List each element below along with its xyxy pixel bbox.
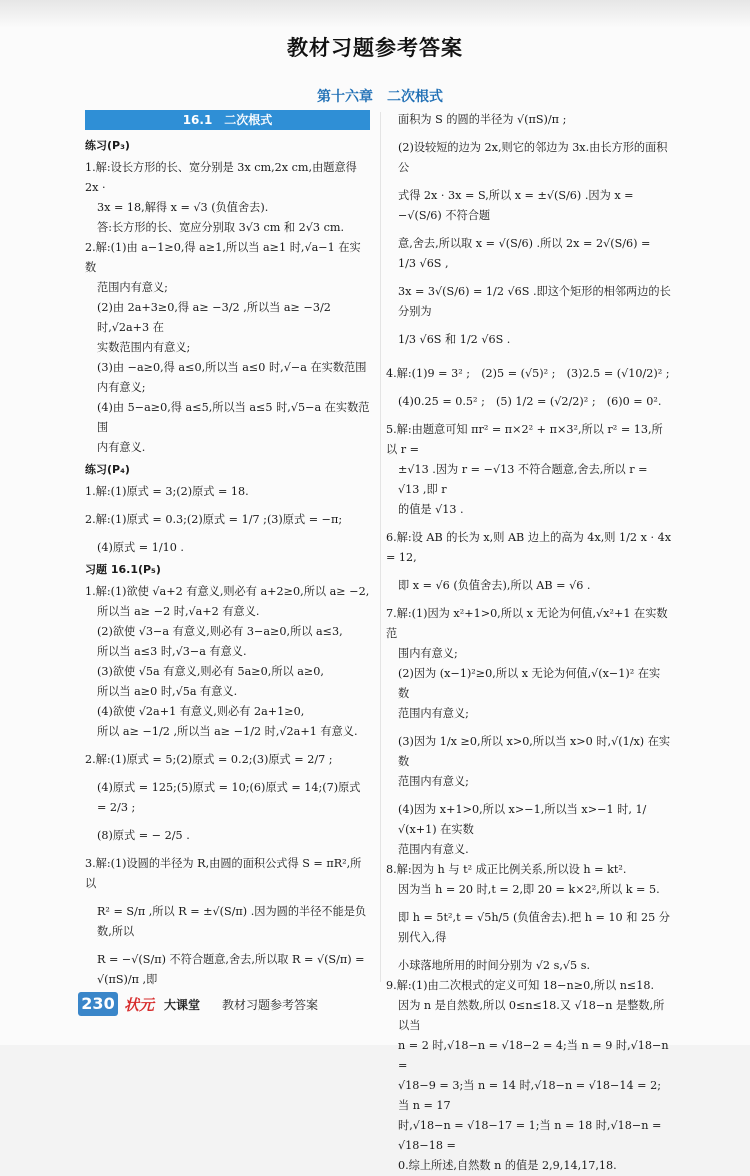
exercise-heading-3: 习题 16.1(P₅)	[85, 563, 161, 576]
answer-line: 1/3 √6S 和 1/2 √6S .	[398, 333, 511, 346]
answer-line: 8.解:因为 h 与 t² 成正比例关系,所以设 h = kt².	[386, 863, 627, 876]
answer-line: (2)设较短的边为 2x,则它的邻边为 3x.由长方形的面积公	[398, 141, 668, 174]
answer-line: 3x = 18,解得 x = √3 (负值舍去).	[97, 201, 269, 214]
answer-line: 范围内有意义;	[398, 707, 469, 720]
answer-line: 3.解:(1)设圆的半径为 R,由圆的面积公式得 S = πR²,所以	[85, 857, 362, 890]
answer-line: 1.解:设长方形的长、宽分别是 3x cm,2x cm,由题意得 2x ·	[85, 161, 357, 194]
answer-line: 6.解:设 AB 的长为 x,则 AB 边上的高为 4x,则 1/2 x · 4x = 12,	[386, 531, 672, 564]
answer-line: R = −√(S/π) 不符合题意,舍去,所以取 R = √(S/π) = √(πS)/π ,即	[97, 953, 365, 986]
answer-line: (4)由 5−a≥0,得 a≤5,所以当 a≤5 时,√5−a 在实数范围	[97, 401, 370, 434]
column-divider	[380, 112, 381, 982]
answer-line: (2)因为 (x−1)²≥0,所以 x 无论为何值,√(x−1)² 在实数	[398, 667, 661, 700]
answer-line: (4)因为 x+1>0,所以 x>−1,所以当 x>−1 时, 1/√(x+1) 在实数	[398, 803, 647, 836]
exercise-heading-2: 练习(P₄)	[85, 463, 130, 476]
answer-line: n = 2 时,√18−n = √18−2 = 4;当 n = 9 时,√18−n =	[398, 1039, 669, 1072]
answer-line: 因为 n 是自然数,所以 0≤n≤18.又 √18−n 是整数,所以当	[398, 999, 665, 1032]
answer-line: (3)欲使 √5a 有意义,则必有 5a≥0,所以 a≥0,	[97, 665, 324, 678]
footer-text: 教材习题参考答案	[222, 998, 319, 1012]
answer-line: 答:长方形的长、宽应分别取 3√3 cm 和 2√3 cm.	[97, 221, 345, 234]
section-bar: 16.1 二次根式	[85, 110, 370, 130]
answer-line: √18−9 = 3;当 n = 14 时,√18−n = √18−14 = 2;当 n = 17	[398, 1079, 661, 1112]
answer-line: 1.解:(1)欲使 √a+2 有意义,则必有 a+2≥0,所以 a≥ −2,	[85, 585, 370, 598]
answer-line: 7.解:(1)因为 x²+1>0,所以 x 无论为何值,√x²+1 在实数范	[386, 607, 668, 640]
exercise-heading-1: 练习(P₃)	[85, 139, 130, 152]
answer-line: 所以 a≥ −1/2 ,所以当 a≥ −1/2 时,√2a+1 有意义.	[97, 725, 358, 738]
answer-line: ±√13 .因为 r = −√13 不符合题意,舍去,所以 r = √13 ,即 r	[398, 463, 648, 496]
answer-line: (3)由 −a≥0,得 a≤0,所以当 a≤0 时,√−a 在实数范围内有意义;	[97, 361, 367, 394]
answer-line: 范围内有意义.	[398, 843, 469, 856]
answer-line: 即 x = √6 (负值舍去),所以 AB = √6 .	[398, 579, 591, 592]
answer-line: (2)欲使 √3−a 有意义,则必有 3−a≥0,所以 a≤3,	[97, 625, 343, 638]
answer-line: 范围内有意义;	[398, 775, 469, 788]
answer-line: 2.解:(1)原式 = 5;(2)原式 = 0.2;(3)原式 = 2/7 ;	[85, 753, 333, 766]
answer-line: 1.解:(1)原式 = 3;(2)原式 = 18.	[85, 485, 249, 498]
answer-line: 意,舍去,所以取 x = √(S/6) .所以 2x = 2√(S/6) = 1/3 √6S ,	[398, 237, 651, 270]
answer-line: (4)欲使 √2a+1 有意义,则必有 2a+1≥0,	[97, 705, 305, 718]
answer-line: 所以当 a≥ −2 时,√a+2 有意义.	[97, 605, 260, 618]
answer-line: (8)原式 = − 2/5 .	[97, 829, 190, 842]
answer-line: 内有意义.	[97, 441, 146, 454]
top-shadow	[0, 0, 750, 28]
answer-line: 3x = 3√(S/6) = 1/2 √6S .即这个矩形的相邻两边的长分别为	[398, 285, 671, 318]
answer-line: 2.解:(1)由 a−1≥0,得 a≥1,所以当 a≥1 时,√a−1 在实数	[85, 241, 361, 274]
answer-line: 因为当 h = 20 时,t = 2,即 20 = k×2²,所以 k = 5.	[398, 883, 660, 896]
chapter-heading: 第十六章 二次根式	[317, 89, 443, 105]
right-column	[386, 110, 671, 1176]
page-title: 教材习题参考答案	[287, 36, 463, 60]
answer-line: (2)由 2a+3≥0,得 a≥ −3/2 ,所以当 a≥ −3/2 时,√2a+3 在	[97, 301, 331, 334]
answer-line: (4)原式 = 125;(5)原式 = 10;(6)原式 = 14;(7)原式 = 2/3 ;	[97, 781, 361, 814]
answer-line: R² = S/π ,所以 R = ±√(S/π) .因为圆的半径不能是负数,所以	[97, 905, 367, 938]
brand-logo: 状元	[124, 996, 155, 1014]
answer-line: (3)因为 1/x ≥0,所以 x>0,所以当 x>0 时,√(1/x) 在实数	[398, 735, 671, 768]
answer-line: 式得 2x · 3x = S,所以 x = ±√(S/6) .因为 x = −√(S/6) 不符合题	[398, 189, 634, 222]
left-column	[85, 110, 370, 990]
answer-line: 0.综上所述,自然数 n 的值是 2,9,14,17,18.	[398, 1159, 617, 1172]
answer-line: 时,√18−n = √18−17 = 1;当 n = 18 时,√18−n = √18−18 =	[398, 1119, 662, 1152]
page-number: 230	[78, 992, 118, 1016]
answer-line: 所以当 a≥0 时,√5a 有意义.	[97, 685, 238, 698]
brand-name: 大课堂	[164, 998, 201, 1012]
answer-line: 实数范围内有意义;	[97, 341, 191, 354]
answer-line: 2.解:(1)原式 = 0.3;(2)原式 = 1/7 ;(3)原式 = −π;	[85, 513, 343, 526]
answer-line: (4)原式 = 1/10 .	[97, 541, 184, 554]
answer-line: 5.解:由题意可知 πr² = π×2² + π×3²,所以 r² = 13,所以 r =	[386, 423, 663, 456]
answer-line: 小球落地所用的时间分别为 √2 s,√5 s.	[398, 959, 591, 972]
answer-line: 即 h = 5t²,t = √5h/5 (负值舍去).把 h = 10 和 25 分别代入,得	[398, 911, 670, 944]
answer-line: 9.解:(1)由二次根式的定义可知 18−n≥0,所以 n≤18.	[386, 979, 655, 992]
answer-line: 面积为 S 的圆的半径为 √(πS)/π ;	[398, 113, 567, 126]
answer-line: 围内有意义;	[398, 647, 458, 660]
answer-line: 所以当 a≤3 时,√3−a 有意义.	[97, 645, 247, 658]
answer-line: 范围内有意义;	[97, 281, 168, 294]
answer-line: 4.解:(1)9 = 3² ; (2)5 = (√5)² ; (3)2.5 = (√10/2)² ;	[386, 367, 670, 380]
answer-line: (4)0.25 = 0.5² ; (5) 1/2 = (√2/2)² ; (6)0 = 0².	[398, 395, 662, 408]
answer-line: 的值是 √13 .	[398, 503, 464, 516]
